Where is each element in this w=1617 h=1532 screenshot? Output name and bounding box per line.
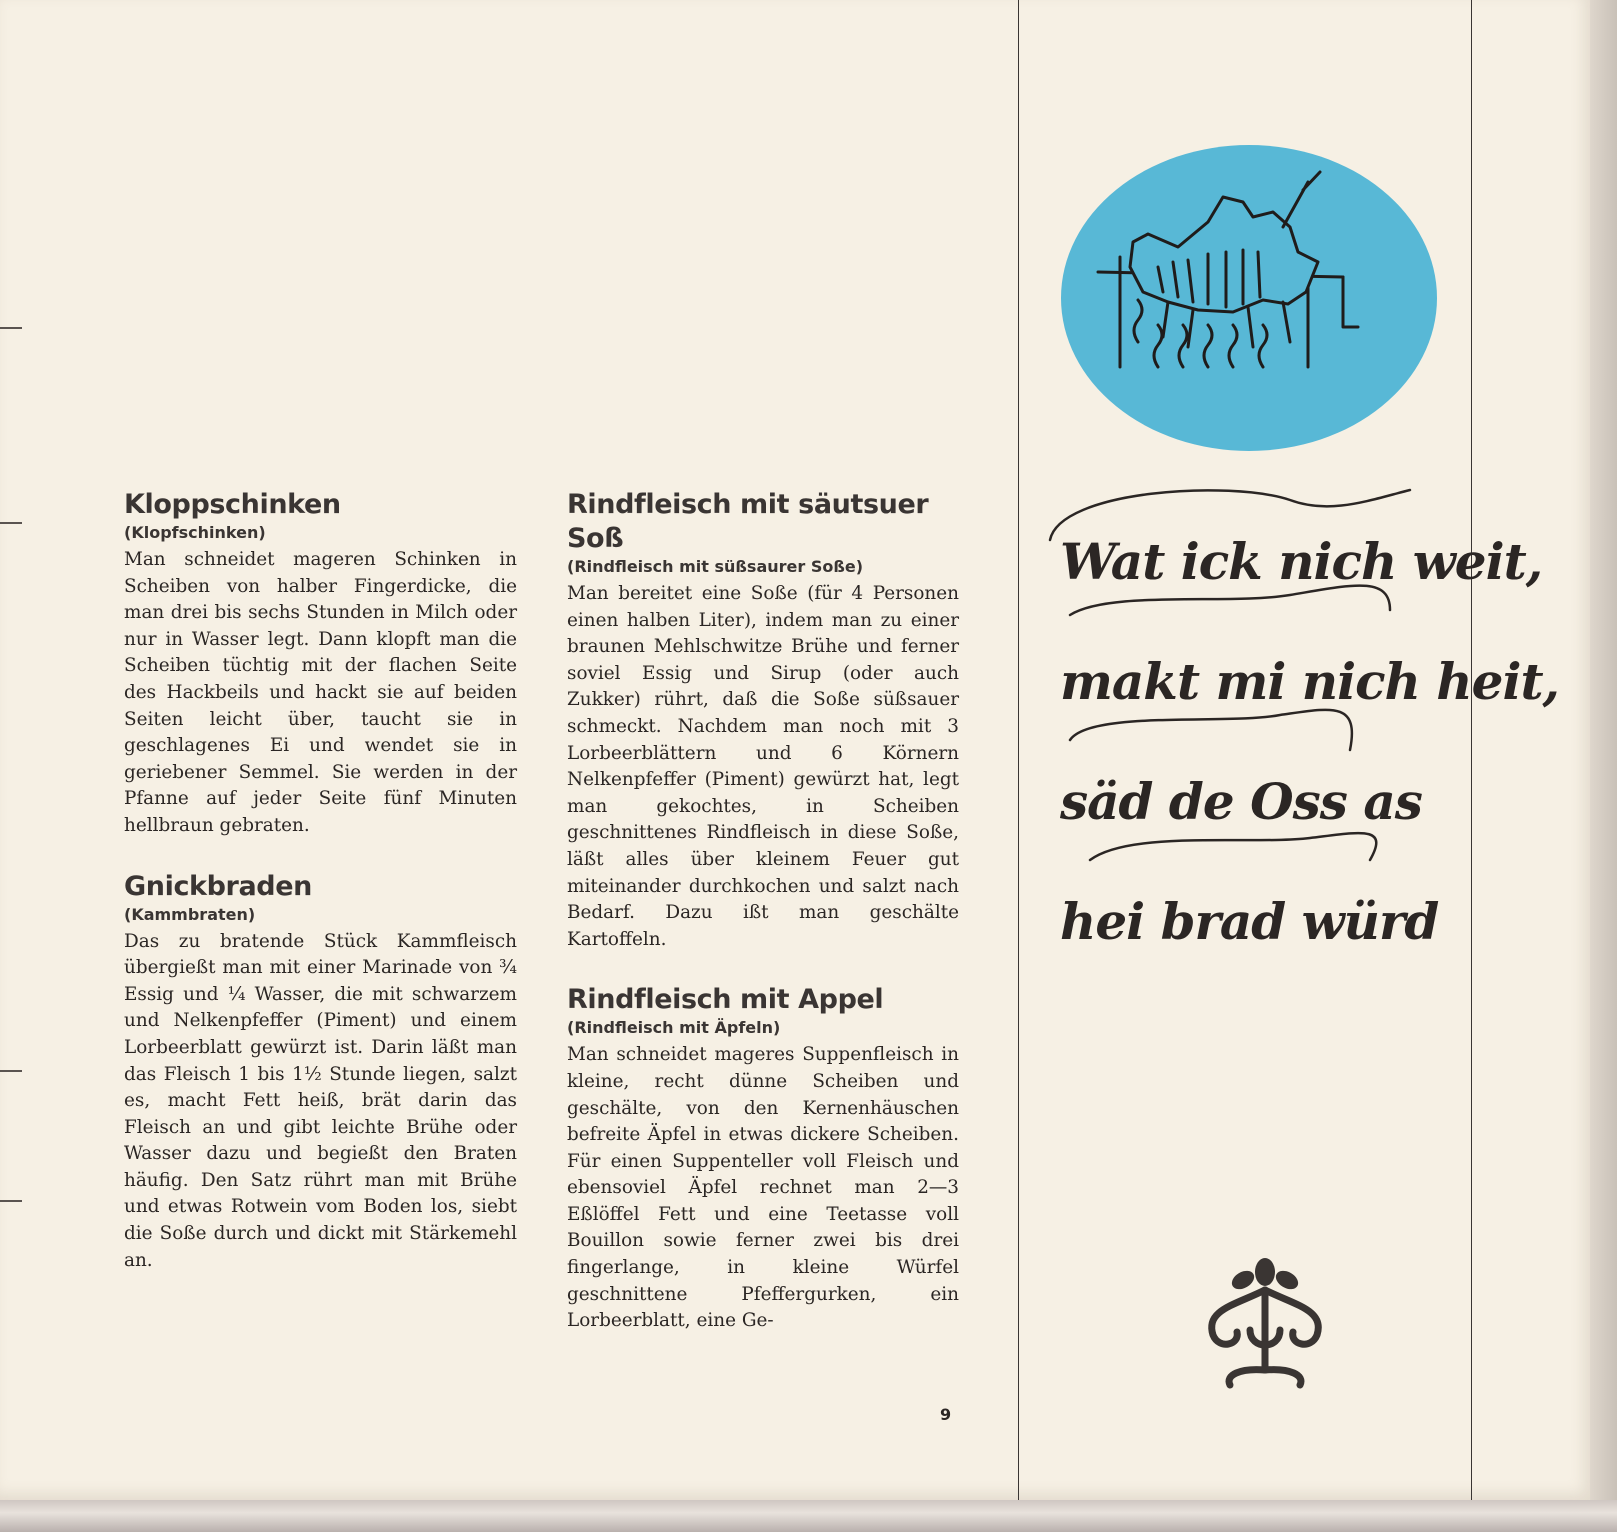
recipe-text: Man schneidet mageres Suppenfleisch in kleine, recht dünne Scheiben und geschälte, von den Kernenhäuschen befreite Äpfel in etwas dickere Scheiben. Für einen Suppenteller voll Fleisch und ebensoviel Äpfel rechnet man 2—3 Eßlöffel Fett und eine Teetasse voll Bouillon sowie ferner zwei bis drei fingerlange, in kleine Würfel geschnittene Pfeffergurken, ein Lorbeerblatt, eine Ge-	[567, 1044, 959, 1332]
binding-stitch	[0, 522, 22, 524]
page-number: 9	[940, 1405, 952, 1424]
column-rule	[1018, 0, 1019, 1500]
recipe-text: Das zu bratende Stück Kammfleisch übergießt man mit einer Marinade von ¾ Essig und ¼ Wasser, die mit schwarzem und Nelkenpfeffer (Piment) und einem Lorbeerblatt gewürzt ist. Darin läßt man das Fleisch 1 bis 1½ Stunde liegen, salzt es, macht Fett heiß, brät darin das Fleisch an und gibt leichte Brühe oder Wasser dazu und begießt den Braten häufig. Den Satz rührt man mit Brühe und etwas Rotwein vom Boden los, siebt die Soße durch und dickt mit Stärkemehl an.	[124, 930, 517, 1271]
recipe-gnickbraden	[124, 870, 517, 1275]
column-rule	[1471, 0, 1472, 1500]
book-edge	[0, 1500, 1617, 1532]
proverb-line: hei brad würd	[1060, 892, 1439, 951]
proverb-calligraphy	[1030, 480, 1559, 970]
recipe-rindfleisch-appel	[567, 983, 959, 1335]
recipe-subtitle: (Rindfleisch mit Äpfeln)	[567, 1018, 781, 1038]
binding-stitch	[0, 1070, 22, 1072]
binding-stitch	[0, 327, 22, 329]
recipe-title: Rindfleisch mit säutsuer Soß	[567, 489, 929, 554]
recipe-text: Man schneidet mageren Schinken in Scheiben von halber Fingerdicke, die man drei bis sechs Stunden in Milch oder nur in Wasser legt. Dann klopft man die Scheiben tüchtig mit der flachen Seite des Hackbeils und hackt sie auf beiden Seiten leicht über, taucht sie in geschlagenes Ei und wendet sie in geriebener Semmel. Sie werden in der Pfanne auf jeder Seite fünf Minuten hellbraun gebraten.	[124, 549, 517, 836]
recipe-title: Kloppschinken	[124, 489, 341, 520]
proverb-line: makt mi nich heit,	[1060, 652, 1559, 711]
roasting-spit-ox-illustration	[1058, 142, 1440, 454]
recipe-title: Rindfleisch mit Appel	[567, 984, 884, 1016]
floral-ornament-icon	[1185, 1250, 1345, 1390]
binding-stitch	[0, 1200, 22, 1202]
recipe-kloppschinken	[124, 488, 517, 840]
recipe-title: Gnickbraden	[124, 870, 312, 902]
left-column	[124, 488, 517, 1304]
recipe-text: Man bereitet eine Soße (für 4 Personen einen halben Liter), indem man zu einer braunen Mehlschwitze Brühe und ferner soviel Essig und Sirup (oder auch Zukker) rührt, daß die Soße süßsauer schmeckt. Nachdem man noch mit 3 Lorbeerblättern und 6 Körnern Nelkenpfeffer (Piment) gewürzt hat, legt man gekochtes, in Scheiben geschnittenes Rindfleisch in diese Soße, läßt alles über kleinem Feuer gut miteinander durchkochen und salzt nach Bedarf. Dazu ißt man geschälte Kartoffeln.	[567, 583, 959, 950]
book-edge	[1590, 0, 1617, 1532]
proverb-line: Wat ick nich weit,	[1060, 532, 1543, 591]
proverb-line: säd de Oss as	[1060, 772, 1422, 831]
recipe-subtitle: (Rindfleisch mit süßsaurer Soße)	[567, 557, 864, 576]
recipe-rindfleisch-saeutsuer	[567, 488, 959, 953]
middle-column	[567, 488, 959, 1365]
recipe-subtitle: (Klopfschinken)	[124, 523, 266, 542]
recipe-subtitle: (Kammbraten)	[124, 904, 256, 924]
